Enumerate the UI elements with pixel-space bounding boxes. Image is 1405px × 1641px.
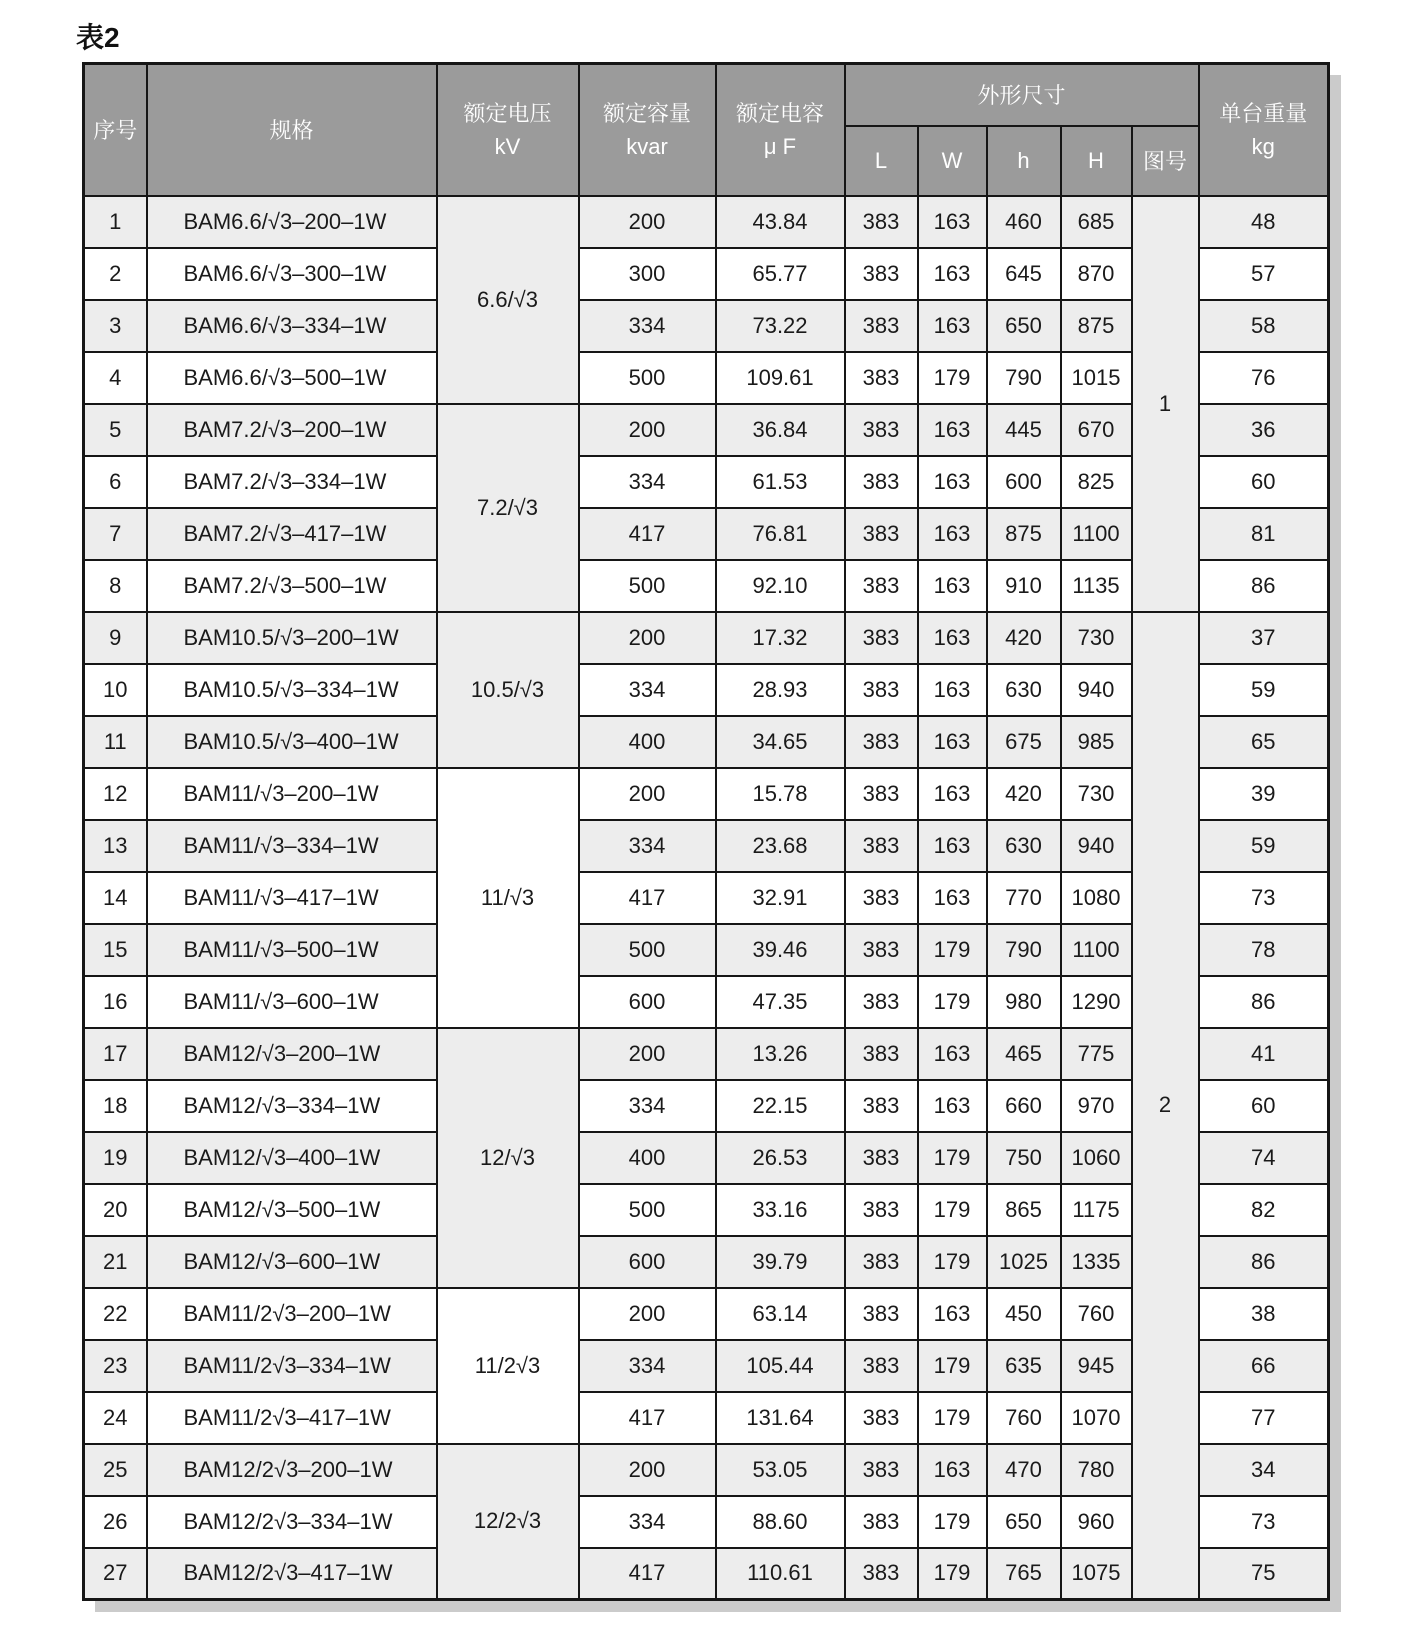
dim-L-cell: 383	[845, 508, 918, 560]
spec-model-cell: BAM6.6/√3–500–1W	[147, 352, 437, 404]
dim-W-cell: 163	[918, 1444, 987, 1496]
rated-capacity-cell: 500	[579, 352, 716, 404]
spec-model-cell: BAM11/2√3–417–1W	[147, 1392, 437, 1444]
dim-L-cell: 383	[845, 300, 918, 352]
header-rated-capacitance-line1: 额定电容	[735, 100, 824, 126]
dim-W-cell: 163	[918, 716, 987, 768]
dim-H-cell: 1100	[1061, 508, 1132, 560]
rated-capacity-cell: 200	[579, 1288, 716, 1340]
rated-capacity-cell: 334	[579, 664, 716, 716]
rated-capacity-cell: 200	[579, 612, 716, 664]
rated-capacitance-cell: 88.60	[716, 1496, 845, 1548]
rated-capacity-cell: 334	[579, 1080, 716, 1132]
serial-number-cell: 23	[84, 1340, 147, 1392]
rated-capacitance-cell: 23.68	[716, 820, 845, 872]
spec-model-cell: BAM11/2√3–334–1W	[147, 1340, 437, 1392]
dim-H-cell: 875	[1061, 300, 1132, 352]
rated-capacity-cell: 400	[579, 716, 716, 768]
dim-h-cell: 635	[987, 1340, 1061, 1392]
rated-capacity-cell: 200	[579, 196, 716, 248]
dim-L-cell: 383	[845, 352, 918, 404]
dim-L-cell: 383	[845, 196, 918, 248]
serial-number-cell: 11	[84, 716, 147, 768]
dim-W-cell: 163	[918, 872, 987, 924]
figure-number-cell: 1	[1132, 196, 1199, 612]
serial-number-cell: 3	[84, 300, 147, 352]
serial-number-cell: 24	[84, 1392, 147, 1444]
spec-model-cell: BAM11/√3–417–1W	[147, 872, 437, 924]
header-unit-weight-line1: 单台重量	[1219, 100, 1308, 126]
dim-h-cell: 865	[987, 1184, 1061, 1236]
unit-weight-cell: 48	[1199, 196, 1329, 248]
dim-W-cell: 163	[918, 1080, 987, 1132]
dim-L-cell: 383	[845, 456, 918, 508]
dim-W-cell: 163	[918, 1288, 987, 1340]
rated-capacity-cell: 334	[579, 820, 716, 872]
rated-capacity-cell: 400	[579, 1132, 716, 1184]
rated-capacity-cell: 200	[579, 768, 716, 820]
rated-capacity-cell: 500	[579, 924, 716, 976]
dim-L-cell: 383	[845, 1340, 918, 1392]
dim-h-cell: 470	[987, 1444, 1061, 1496]
rated-capacity-cell: 300	[579, 248, 716, 300]
dim-H-cell: 945	[1061, 1340, 1132, 1392]
dim-W-cell: 179	[918, 1184, 987, 1236]
spec-model-cell: BAM7.2/√3–200–1W	[147, 404, 437, 456]
rated-capacity-cell: 334	[579, 1340, 716, 1392]
unit-weight-cell: 74	[1199, 1132, 1329, 1184]
dim-W-cell: 179	[918, 976, 987, 1028]
rated-capacity-cell: 500	[579, 1184, 716, 1236]
dim-L-cell: 383	[845, 1444, 918, 1496]
spec-model-cell: BAM6.6/√3–334–1W	[147, 300, 437, 352]
rated-capacity-cell: 334	[579, 456, 716, 508]
serial-number-cell: 26	[84, 1496, 147, 1548]
dim-L-cell: 383	[845, 768, 918, 820]
serial-number-cell: 22	[84, 1288, 147, 1340]
dim-H-cell: 1080	[1061, 872, 1132, 924]
header-rated-capacity-unit: kvar	[626, 133, 668, 159]
rated-capacitance-cell: 43.84	[716, 196, 845, 248]
unit-weight-cell: 78	[1199, 924, 1329, 976]
spec-model-cell: BAM12/√3–334–1W	[147, 1080, 437, 1132]
header-rated-capacity	[579, 64, 716, 196]
table-body	[84, 196, 1329, 1600]
dim-h-cell: 645	[987, 248, 1061, 300]
serial-number-cell: 6	[84, 456, 147, 508]
dim-H-cell: 1075	[1061, 1548, 1132, 1600]
rated-capacity-cell: 500	[579, 560, 716, 612]
dim-H-cell: 1100	[1061, 924, 1132, 976]
serial-number-cell: 13	[84, 820, 147, 872]
unit-weight-cell: 36	[1199, 404, 1329, 456]
serial-number-cell: 20	[84, 1184, 147, 1236]
rated-capacitance-cell: 22.15	[716, 1080, 845, 1132]
dim-h-cell: 630	[987, 820, 1061, 872]
rated-capacity-cell: 600	[579, 1236, 716, 1288]
rated-voltage-cell: 12/√3	[437, 1028, 579, 1288]
unit-weight-cell: 39	[1199, 768, 1329, 820]
rated-voltage-cell: 10.5/√3	[437, 612, 579, 768]
rated-capacitance-cell: 76.81	[716, 508, 845, 560]
table-row	[84, 612, 1329, 664]
unit-weight-cell: 59	[1199, 664, 1329, 716]
serial-number-cell: 27	[84, 1548, 147, 1600]
spec-model-cell: BAM10.5/√3–200–1W	[147, 612, 437, 664]
serial-number-cell: 5	[84, 404, 147, 456]
dim-L-cell: 383	[845, 1028, 918, 1080]
unit-weight-cell: 37	[1199, 612, 1329, 664]
rated-capacitance-cell: 34.65	[716, 716, 845, 768]
rated-capacity-cell: 417	[579, 872, 716, 924]
unit-weight-cell: 41	[1199, 1028, 1329, 1080]
unit-weight-cell: 65	[1199, 716, 1329, 768]
header-rated-voltage-line1: 额定电压	[463, 100, 552, 126]
dim-H-cell: 940	[1061, 820, 1132, 872]
rated-capacitance-cell: 39.79	[716, 1236, 845, 1288]
serial-number-cell: 25	[84, 1444, 147, 1496]
rated-capacitance-cell: 109.61	[716, 352, 845, 404]
rated-capacitance-cell: 26.53	[716, 1132, 845, 1184]
header-dim-H: H	[1061, 126, 1132, 196]
dim-L-cell: 383	[845, 664, 918, 716]
header-dimensions: 外形尺寸	[845, 64, 1199, 126]
serial-number-cell: 19	[84, 1132, 147, 1184]
header-unit-weight-unit: kg	[1251, 133, 1275, 159]
spec-table	[82, 62, 1330, 1601]
dim-W-cell: 163	[918, 1028, 987, 1080]
dim-H-cell: 1290	[1061, 976, 1132, 1028]
dim-H-cell: 940	[1061, 664, 1132, 716]
unit-weight-cell: 38	[1199, 1288, 1329, 1340]
serial-number-cell: 10	[84, 664, 147, 716]
rated-capacitance-cell: 33.16	[716, 1184, 845, 1236]
serial-number-cell: 12	[84, 768, 147, 820]
unit-weight-cell: 86	[1199, 1236, 1329, 1288]
rated-capacitance-cell: 73.22	[716, 300, 845, 352]
rated-capacitance-cell: 17.32	[716, 612, 845, 664]
dim-h-cell: 460	[987, 196, 1061, 248]
dim-H-cell: 1335	[1061, 1236, 1132, 1288]
dim-H-cell: 1015	[1061, 352, 1132, 404]
dim-h-cell: 600	[987, 456, 1061, 508]
rated-capacity-cell: 417	[579, 508, 716, 560]
serial-number-cell: 16	[84, 976, 147, 1028]
spec-model-cell: BAM11/√3–334–1W	[147, 820, 437, 872]
dim-h-cell: 1025	[987, 1236, 1061, 1288]
rated-voltage-cell: 7.2/√3	[437, 404, 579, 612]
unit-weight-cell: 60	[1199, 1080, 1329, 1132]
serial-number-cell: 7	[84, 508, 147, 560]
unit-weight-cell: 59	[1199, 820, 1329, 872]
dim-L-cell: 383	[845, 1132, 918, 1184]
rated-capacitance-cell: 110.61	[716, 1548, 845, 1600]
spec-model-cell: BAM12/2√3–417–1W	[147, 1548, 437, 1600]
dim-W-cell: 163	[918, 612, 987, 664]
dim-W-cell: 179	[918, 1236, 987, 1288]
dim-L-cell: 383	[845, 404, 918, 456]
spec-model-cell: BAM7.2/√3–500–1W	[147, 560, 437, 612]
dim-W-cell: 163	[918, 404, 987, 456]
dim-L-cell: 383	[845, 1184, 918, 1236]
spec-model-cell: BAM11/√3–500–1W	[147, 924, 437, 976]
dim-h-cell: 650	[987, 1496, 1061, 1548]
unit-weight-cell: 75	[1199, 1548, 1329, 1600]
header-figure-number: 图号	[1132, 126, 1199, 196]
dim-W-cell: 163	[918, 560, 987, 612]
spec-model-cell: BAM12/2√3–334–1W	[147, 1496, 437, 1548]
unit-weight-cell: 66	[1199, 1340, 1329, 1392]
dim-W-cell: 163	[918, 508, 987, 560]
table-row	[84, 196, 1329, 248]
rated-capacity-cell: 600	[579, 976, 716, 1028]
rated-capacitance-cell: 131.64	[716, 1392, 845, 1444]
unit-weight-cell: 60	[1199, 456, 1329, 508]
dim-h-cell: 770	[987, 872, 1061, 924]
rated-capacity-cell: 200	[579, 404, 716, 456]
serial-number-cell: 15	[84, 924, 147, 976]
header-dim-W: W	[918, 126, 987, 196]
dim-W-cell: 163	[918, 196, 987, 248]
dim-H-cell: 780	[1061, 1444, 1132, 1496]
unit-weight-cell: 86	[1199, 976, 1329, 1028]
serial-number-cell: 4	[84, 352, 147, 404]
dim-L-cell: 383	[845, 924, 918, 976]
dim-H-cell: 870	[1061, 248, 1132, 300]
dim-h-cell: 980	[987, 976, 1061, 1028]
dim-H-cell: 960	[1061, 1496, 1132, 1548]
dim-L-cell: 383	[845, 820, 918, 872]
dim-H-cell: 985	[1061, 716, 1132, 768]
header-rated-capacity-line1: 额定容量	[602, 100, 691, 126]
dim-W-cell: 163	[918, 768, 987, 820]
dim-W-cell: 179	[918, 1132, 987, 1184]
dim-L-cell: 383	[845, 1548, 918, 1600]
spec-model-cell: BAM10.5/√3–334–1W	[147, 664, 437, 716]
dim-H-cell: 970	[1061, 1080, 1132, 1132]
dim-h-cell: 910	[987, 560, 1061, 612]
unit-weight-cell: 34	[1199, 1444, 1329, 1496]
dim-L-cell: 383	[845, 1236, 918, 1288]
dim-h-cell: 790	[987, 352, 1061, 404]
rated-capacity-cell: 200	[579, 1444, 716, 1496]
unit-weight-cell: 86	[1199, 560, 1329, 612]
serial-number-cell: 17	[84, 1028, 147, 1080]
rated-voltage-cell: 6.6/√3	[437, 196, 579, 404]
spec-model-cell: BAM11/2√3–200–1W	[147, 1288, 437, 1340]
dim-h-cell: 790	[987, 924, 1061, 976]
unit-weight-cell: 57	[1199, 248, 1329, 300]
spec-model-cell: BAM12/√3–400–1W	[147, 1132, 437, 1184]
rated-capacitance-cell: 47.35	[716, 976, 845, 1028]
dim-L-cell: 383	[845, 1496, 918, 1548]
dim-H-cell: 825	[1061, 456, 1132, 508]
spec-model-cell: BAM6.6/√3–300–1W	[147, 248, 437, 300]
dim-h-cell: 875	[987, 508, 1061, 560]
dim-h-cell: 675	[987, 716, 1061, 768]
header-serial: 序号	[84, 64, 147, 196]
spec-model-cell: BAM12/√3–200–1W	[147, 1028, 437, 1080]
dim-W-cell: 179	[918, 1340, 987, 1392]
unit-weight-cell: 73	[1199, 1496, 1329, 1548]
dim-W-cell: 163	[918, 664, 987, 716]
dim-h-cell: 450	[987, 1288, 1061, 1340]
rated-capacitance-cell: 61.53	[716, 456, 845, 508]
rated-capacitance-cell: 63.14	[716, 1288, 845, 1340]
dim-h-cell: 445	[987, 404, 1061, 456]
spec-model-cell: BAM12/2√3–200–1W	[147, 1444, 437, 1496]
dim-H-cell: 670	[1061, 404, 1132, 456]
spec-model-cell: BAM11/√3–600–1W	[147, 976, 437, 1028]
header-rated-capacitance	[716, 64, 845, 196]
header-spec: 规格	[147, 64, 437, 196]
rated-capacitance-cell: 65.77	[716, 248, 845, 300]
header-unit-weight	[1199, 64, 1329, 196]
header-rated-capacitance-unit: μ F	[763, 133, 797, 159]
dim-L-cell: 383	[845, 872, 918, 924]
dim-h-cell: 765	[987, 1548, 1061, 1600]
dim-H-cell: 1175	[1061, 1184, 1132, 1236]
serial-number-cell: 8	[84, 560, 147, 612]
header-dim-h: h	[987, 126, 1061, 196]
dim-h-cell: 750	[987, 1132, 1061, 1184]
rated-capacity-cell: 334	[579, 1496, 716, 1548]
dim-H-cell: 1060	[1061, 1132, 1132, 1184]
dim-W-cell: 179	[918, 352, 987, 404]
spec-model-cell: BAM6.6/√3–200–1W	[147, 196, 437, 248]
dim-W-cell: 179	[918, 1496, 987, 1548]
dim-L-cell: 383	[845, 1392, 918, 1444]
dim-L-cell: 383	[845, 716, 918, 768]
dim-H-cell: 730	[1061, 768, 1132, 820]
rated-voltage-cell: 12/2√3	[437, 1444, 579, 1600]
rated-capacitance-cell: 53.05	[716, 1444, 845, 1496]
rated-capacity-cell: 200	[579, 1028, 716, 1080]
spec-model-cell: BAM7.2/√3–417–1W	[147, 508, 437, 560]
rated-capacitance-cell: 15.78	[716, 768, 845, 820]
dim-H-cell: 760	[1061, 1288, 1132, 1340]
dim-h-cell: 760	[987, 1392, 1061, 1444]
spec-model-cell: BAM11/√3–200–1W	[147, 768, 437, 820]
figure-number-cell: 2	[1132, 612, 1199, 1600]
unit-weight-cell: 58	[1199, 300, 1329, 352]
spec-model-cell: BAM7.2/√3–334–1W	[147, 456, 437, 508]
serial-number-cell: 14	[84, 872, 147, 924]
unit-weight-cell: 76	[1199, 352, 1329, 404]
unit-weight-cell: 73	[1199, 872, 1329, 924]
header-rated-voltage-unit: kV	[494, 133, 521, 159]
dim-W-cell: 179	[918, 924, 987, 976]
rated-capacity-cell: 417	[579, 1548, 716, 1600]
dim-W-cell: 179	[918, 1548, 987, 1600]
rated-capacitance-cell: 28.93	[716, 664, 845, 716]
dim-L-cell: 383	[845, 560, 918, 612]
rated-capacitance-cell: 105.44	[716, 1340, 845, 1392]
dim-H-cell: 1135	[1061, 560, 1132, 612]
dim-L-cell: 383	[845, 1080, 918, 1132]
header-rated-voltage	[437, 64, 579, 196]
dim-h-cell: 660	[987, 1080, 1061, 1132]
rated-voltage-cell: 11/√3	[437, 768, 579, 1028]
unit-weight-cell: 82	[1199, 1184, 1329, 1236]
rated-capacity-cell: 417	[579, 1392, 716, 1444]
dim-H-cell: 730	[1061, 612, 1132, 664]
dim-H-cell: 1070	[1061, 1392, 1132, 1444]
serial-number-cell: 2	[84, 248, 147, 300]
dim-W-cell: 163	[918, 456, 987, 508]
dim-L-cell: 383	[845, 612, 918, 664]
dim-h-cell: 465	[987, 1028, 1061, 1080]
dim-W-cell: 163	[918, 248, 987, 300]
serial-number-cell: 18	[84, 1080, 147, 1132]
unit-weight-cell: 77	[1199, 1392, 1329, 1444]
header-dim-L: L	[845, 126, 918, 196]
dim-L-cell: 383	[845, 1288, 918, 1340]
serial-number-cell: 1	[84, 196, 147, 248]
unit-weight-cell: 81	[1199, 508, 1329, 560]
page-title: 表2	[76, 22, 120, 53]
dim-h-cell: 630	[987, 664, 1061, 716]
serial-number-cell: 9	[84, 612, 147, 664]
dim-L-cell: 383	[845, 976, 918, 1028]
rated-capacitance-cell: 32.91	[716, 872, 845, 924]
dim-H-cell: 775	[1061, 1028, 1132, 1080]
dim-L-cell: 383	[845, 248, 918, 300]
rated-capacitance-cell: 92.10	[716, 560, 845, 612]
rated-voltage-cell: 11/2√3	[437, 1288, 579, 1444]
spec-model-cell: BAM10.5/√3–400–1W	[147, 716, 437, 768]
rated-capacity-cell: 334	[579, 300, 716, 352]
spec-model-cell: BAM12/√3–600–1W	[147, 1236, 437, 1288]
dim-W-cell: 163	[918, 820, 987, 872]
rated-capacitance-cell: 39.46	[716, 924, 845, 976]
dim-h-cell: 650	[987, 300, 1061, 352]
spec-model-cell: BAM12/√3–500–1W	[147, 1184, 437, 1236]
serial-number-cell: 21	[84, 1236, 147, 1288]
dim-h-cell: 420	[987, 612, 1061, 664]
dim-H-cell: 685	[1061, 196, 1132, 248]
dim-h-cell: 420	[987, 768, 1061, 820]
dim-W-cell: 179	[918, 1392, 987, 1444]
rated-capacitance-cell: 13.26	[716, 1028, 845, 1080]
dim-W-cell: 163	[918, 300, 987, 352]
rated-capacitance-cell: 36.84	[716, 404, 845, 456]
